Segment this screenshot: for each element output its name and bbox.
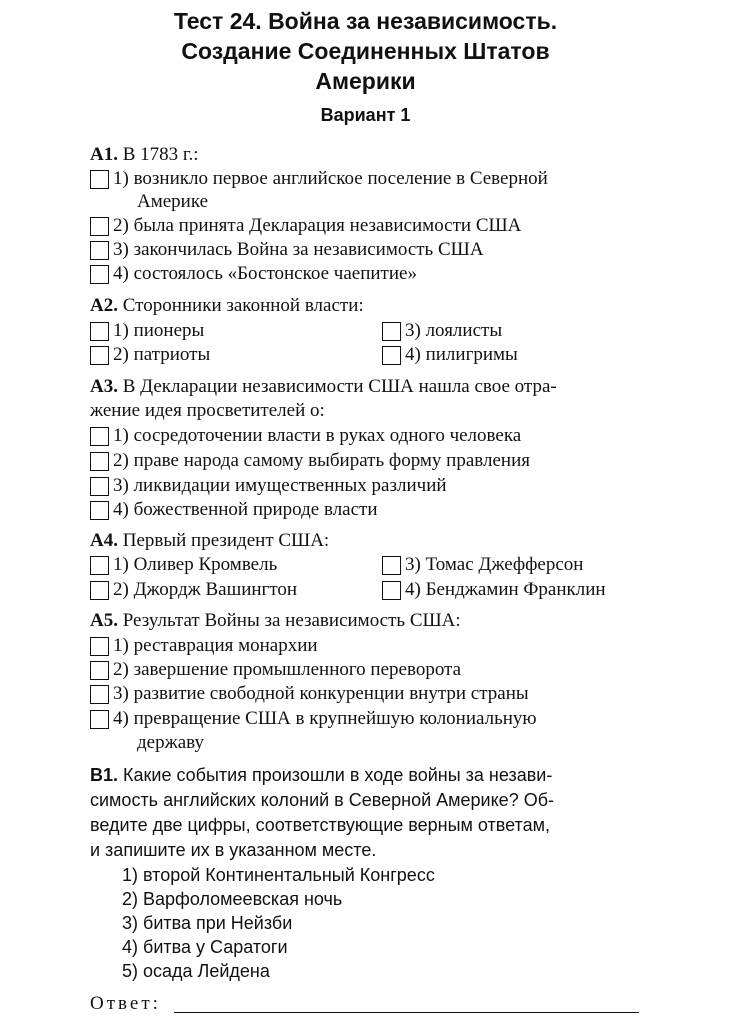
a2-option-1[interactable]: [90, 319, 204, 343]
option-label: 4) Бенджамин Франклин: [405, 579, 606, 600]
a4-option-2[interactable]: [90, 578, 297, 602]
option-label: 2) завершение промышленного переворота: [113, 659, 462, 680]
question-a5-text: Результат Войны за независимость США:: [122, 610, 461, 631]
question-b1-line2: симость английских колоний в Северной Америке? Об-: [90, 790, 555, 810]
question-a2: [90, 294, 364, 318]
option-label: 1) пионеры: [113, 320, 205, 341]
a5-option-4-continuation: державу: [137, 732, 204, 753]
page-title-line2: Создание Соединенных Штатов: [181, 38, 550, 64]
a1-option-3[interactable]: [90, 238, 484, 262]
checkbox[interactable]: [382, 346, 401, 365]
option-label: 1) реставрация монархии: [113, 635, 318, 656]
option-label: 1) сосредоточении власти в руках одного человека: [113, 425, 522, 446]
question-a3-text-continuation: жение идея просветителей о:: [90, 400, 325, 421]
checkbox[interactable]: [90, 241, 109, 260]
question-a3: [90, 375, 557, 399]
checkbox[interactable]: [382, 556, 401, 575]
question-a4-number: А4.: [90, 530, 118, 551]
option-label: 4) состоялось «Бостонское чаепитие»: [113, 263, 417, 284]
question-b1-line1: [90, 763, 552, 788]
a3-option-3[interactable]: [90, 474, 447, 498]
a3-option-4[interactable]: [90, 498, 378, 522]
option-label: 4) пилигримы: [405, 344, 518, 365]
variant-label: Вариант 1: [320, 105, 411, 125]
checkbox[interactable]: [90, 217, 109, 236]
a1-option-1-continuation: Америке: [137, 191, 209, 212]
a5-option-4[interactable]: [90, 707, 537, 731]
a3-option-1[interactable]: [90, 424, 521, 448]
question-a4: [90, 529, 329, 553]
checkbox[interactable]: [90, 427, 109, 446]
a4-option-1[interactable]: [90, 553, 277, 577]
question-a3-text: В Декларации независимости США нашла свое отра-: [122, 376, 557, 397]
a4-option-4[interactable]: [382, 578, 606, 602]
checkbox[interactable]: [90, 477, 109, 496]
question-a1: [90, 143, 199, 167]
option-label: 4) превращение США в крупнейшую колониальную: [113, 708, 537, 729]
a4-option-3[interactable]: [382, 553, 583, 577]
checkbox[interactable]: [90, 710, 109, 729]
a2-option-3[interactable]: [382, 319, 502, 343]
option-label: 2) Джордж Вашингтон: [113, 579, 298, 600]
question-a2-text: Сторонники законной власти:: [122, 295, 364, 316]
checkbox[interactable]: [382, 581, 401, 600]
a1-option-2[interactable]: [90, 214, 521, 238]
question-a5-number: А5.: [90, 610, 118, 631]
checkbox[interactable]: [90, 501, 109, 520]
option-label: 3) ликвидации имущественных различий: [113, 475, 447, 496]
a2-option-4[interactable]: [382, 343, 518, 367]
question-a5: [90, 609, 461, 633]
page-title-line3: Америки: [315, 68, 416, 94]
a1-option-1[interactable]: [90, 167, 548, 191]
answer-line[interactable]: [174, 1012, 639, 1013]
a3-option-2[interactable]: [90, 449, 530, 473]
a2-option-2[interactable]: [90, 343, 210, 367]
checkbox[interactable]: [90, 346, 109, 365]
checkbox[interactable]: [90, 170, 109, 189]
question-a3-number: А3.: [90, 376, 118, 397]
question-a1-number: А1.: [90, 144, 118, 165]
b1-item-5: 5) осада Лейдена: [122, 961, 270, 981]
question-a4-text: Первый президент США:: [122, 530, 330, 551]
checkbox[interactable]: [90, 322, 109, 341]
option-label: 3) Томас Джефферсон: [405, 554, 584, 575]
question-b1-line3: ведите две цифры, соответствующие верным ответам,: [90, 815, 550, 835]
b1-item-4: 4) битва у Саратоги: [122, 937, 288, 957]
answer-label: Ответ:: [90, 993, 161, 1014]
option-label: 2) была принята Декларация независимости США: [113, 215, 522, 236]
a1-option-4[interactable]: [90, 262, 417, 286]
checkbox[interactable]: [382, 322, 401, 341]
option-label: 4) божественной природе власти: [113, 499, 378, 520]
option-label: 1) Оливер Кромвель: [113, 554, 278, 575]
checkbox[interactable]: [90, 661, 109, 680]
question-b1-line4: и запишите их в указанном месте.: [90, 840, 377, 860]
question-b1-text: Какие события произошли в ходе войны за незави-: [123, 765, 553, 785]
b1-item-1: 1) второй Континентальный Конгресс: [122, 865, 435, 885]
checkbox[interactable]: [90, 556, 109, 575]
b1-item-3: 3) битва при Нейзби: [122, 913, 293, 933]
b1-item-2: 2) Варфоломеевская ночь: [122, 889, 343, 909]
question-b1-number: В1.: [90, 765, 119, 785]
checkbox[interactable]: [90, 452, 109, 471]
question-a1-text: В 1783 г.:: [122, 144, 199, 165]
option-label: 3) лоялисты: [405, 320, 503, 341]
a5-option-1[interactable]: [90, 634, 318, 658]
question-a2-number: А2.: [90, 295, 118, 316]
a5-option-3[interactable]: [90, 682, 529, 706]
a5-option-2[interactable]: [90, 658, 461, 682]
option-label: 3) развитие свободной конкуренции внутри страны: [113, 683, 529, 704]
option-label: 2) праве народа самому выбирать форму правления: [113, 450, 530, 471]
option-label: 3) закончилась Война за независимость США: [113, 239, 484, 260]
checkbox[interactable]: [90, 685, 109, 704]
page-title-line1: Тест 24. Война за независимость.: [173, 8, 558, 34]
option-label: 2) патриоты: [113, 344, 211, 365]
checkbox[interactable]: [90, 265, 109, 284]
checkbox[interactable]: [90, 581, 109, 600]
option-label: 1) возникло первое английское поселение в Северной: [113, 168, 548, 189]
checkbox[interactable]: [90, 637, 109, 656]
